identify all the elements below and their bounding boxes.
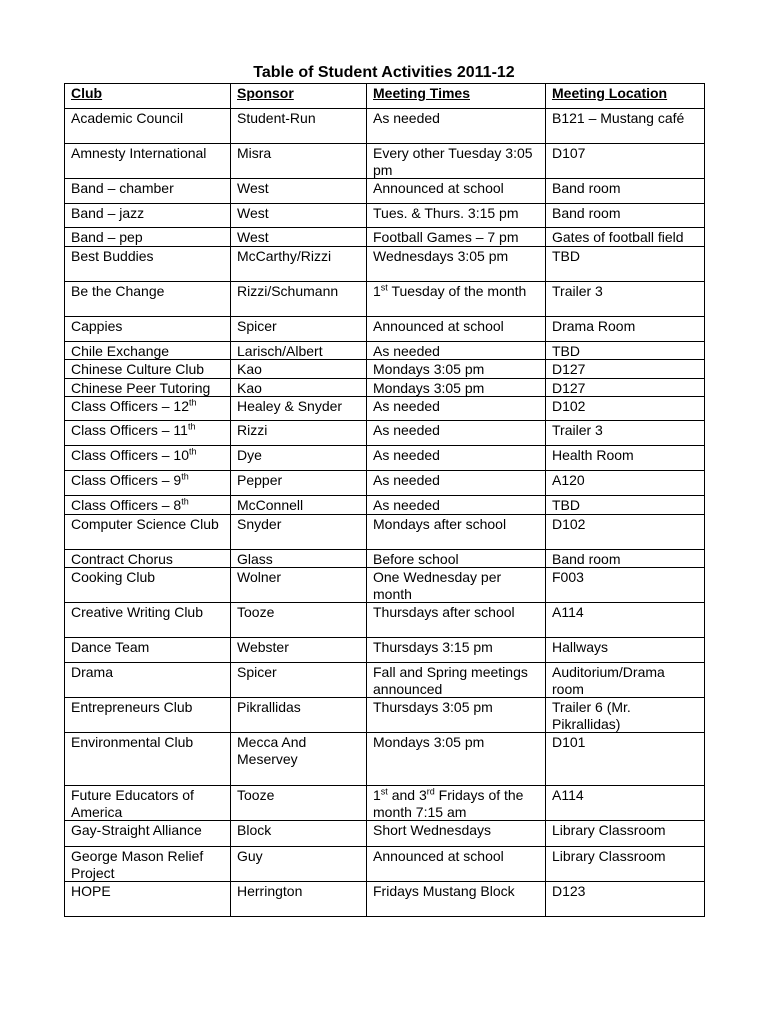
club-cell: Band – jazz	[65, 204, 231, 228]
club-cell: Gay-Straight Alliance	[65, 821, 231, 847]
table-row	[65, 179, 705, 204]
table-row	[65, 421, 705, 446]
table-row	[65, 549, 705, 568]
sponsor-cell: Glass	[231, 549, 367, 568]
table-row	[65, 882, 705, 917]
meeting-location-cell: Health Room	[546, 446, 705, 471]
meeting-times-cell: As needed	[367, 446, 546, 471]
club-cell: Future Educators of America	[65, 786, 231, 821]
club-cell: Drama	[65, 663, 231, 698]
meeting-times-cell: Announced at school	[367, 316, 546, 341]
club-cell: Class Officers – 12th	[65, 397, 231, 421]
meeting-location-cell: Gates of football field	[546, 228, 705, 247]
sponsor-cell: Kao	[231, 360, 367, 379]
table-row	[65, 316, 705, 341]
meeting-location-cell: D107	[546, 144, 705, 179]
club-cell: HOPE	[65, 882, 231, 917]
table-row	[65, 603, 705, 638]
sponsor-cell: Pepper	[231, 471, 367, 496]
meeting-location-cell: A120	[546, 471, 705, 496]
meeting-times-cell: Short Wednesdays	[367, 821, 546, 847]
meeting-times-cell: Mondays 3:05 pm	[367, 733, 546, 786]
club-cell: Band – pep	[65, 228, 231, 247]
club-cell: Chinese Peer Tutoring	[65, 378, 231, 397]
meeting-location-cell: D102	[546, 514, 705, 549]
sponsor-cell: Tooze	[231, 786, 367, 821]
meeting-location-cell: D127	[546, 360, 705, 379]
sponsor-cell: Webster	[231, 638, 367, 663]
meeting-times-cell: One Wednesday per month	[367, 568, 546, 603]
meeting-times-cell: As needed	[367, 341, 546, 360]
club-cell: Band – chamber	[65, 179, 231, 204]
club-cell: Academic Council	[65, 109, 231, 144]
table-row	[65, 397, 705, 421]
table-row	[65, 847, 705, 882]
meeting-location-cell: TBD	[546, 246, 705, 281]
meeting-location-cell: D102	[546, 397, 705, 421]
meeting-location-cell: Band room	[546, 179, 705, 204]
meeting-location-cell: B121 – Mustang café	[546, 109, 705, 144]
meeting-location-cell: Band room	[546, 204, 705, 228]
meeting-times-cell: Announced at school	[367, 847, 546, 882]
club-cell: Contract Chorus	[65, 549, 231, 568]
table-row	[65, 144, 705, 179]
club-cell: Class Officers – 11th	[65, 421, 231, 446]
table-row	[65, 496, 705, 515]
meeting-times-cell: Mondays 3:05 pm	[367, 360, 546, 379]
club-cell: Amnesty International	[65, 144, 231, 179]
meeting-times-cell: As needed	[367, 496, 546, 515]
meeting-times-cell: Football Games – 7 pm	[367, 228, 546, 247]
table-row	[65, 246, 705, 281]
table-row	[65, 341, 705, 360]
table-row	[65, 360, 705, 379]
header-row	[65, 84, 705, 109]
table-row	[65, 281, 705, 316]
table-row	[65, 568, 705, 603]
club-cell: Creative Writing Club	[65, 603, 231, 638]
table-row	[65, 228, 705, 247]
meeting-location-cell: Auditorium/Drama room	[546, 663, 705, 698]
club-cell: Computer Science Club	[65, 514, 231, 549]
header-meeting-times: Meeting Times	[367, 84, 546, 109]
sponsor-cell: Spicer	[231, 316, 367, 341]
meeting-times-cell: Thursdays after school	[367, 603, 546, 638]
table-row	[65, 663, 705, 698]
meeting-location-cell: Trailer 3	[546, 281, 705, 316]
sponsor-cell: Tooze	[231, 603, 367, 638]
meeting-times-cell: Tues. & Thurs. 3:15 pm	[367, 204, 546, 228]
table-row	[65, 698, 705, 733]
club-cell: Class Officers – 9th	[65, 471, 231, 496]
sponsor-cell: Pikrallidas	[231, 698, 367, 733]
sponsor-cell: Guy	[231, 847, 367, 882]
meeting-times-cell: 1st and 3rd Fridays of the month 7:15 am	[367, 786, 546, 821]
meeting-location-cell: D101	[546, 733, 705, 786]
meeting-times-cell: Fridays Mustang Block	[367, 882, 546, 917]
club-cell: Cooking Club	[65, 568, 231, 603]
sponsor-cell: Student-Run	[231, 109, 367, 144]
table-row	[65, 821, 705, 847]
meeting-location-cell: D127	[546, 378, 705, 397]
meeting-times-cell: As needed	[367, 471, 546, 496]
meeting-times-cell: Before school	[367, 549, 546, 568]
club-cell: Chinese Culture Club	[65, 360, 231, 379]
sponsor-cell: McCarthy/Rizzi	[231, 246, 367, 281]
meeting-times-cell: Announced at school	[367, 179, 546, 204]
table-row	[65, 109, 705, 144]
meeting-times-cell: Mondays 3:05 pm	[367, 378, 546, 397]
meeting-location-cell: Hallways	[546, 638, 705, 663]
meeting-location-cell: A114	[546, 603, 705, 638]
meeting-times-cell: Mondays after school	[367, 514, 546, 549]
table-row	[65, 638, 705, 663]
sponsor-cell: Block	[231, 821, 367, 847]
meeting-times-cell: 1st Tuesday of the month	[367, 281, 546, 316]
sponsor-cell: Kao	[231, 378, 367, 397]
meeting-times-cell: As needed	[367, 397, 546, 421]
table-row	[65, 786, 705, 821]
sponsor-cell: Mecca And Meservey	[231, 733, 367, 786]
meeting-location-cell: Trailer 3	[546, 421, 705, 446]
meeting-location-cell: Library Classroom	[546, 821, 705, 847]
table-row	[65, 514, 705, 549]
sponsor-cell: West	[231, 228, 367, 247]
activities-table	[64, 83, 705, 917]
club-cell: Dance Team	[65, 638, 231, 663]
meeting-location-cell: D123	[546, 882, 705, 917]
meeting-times-cell: Thursdays 3:15 pm	[367, 638, 546, 663]
sponsor-cell: Snyder	[231, 514, 367, 549]
table-row	[65, 733, 705, 786]
sponsor-cell: Wolner	[231, 568, 367, 603]
club-cell: Entrepreneurs Club	[65, 698, 231, 733]
meeting-location-cell: A114	[546, 786, 705, 821]
sponsor-cell: Dye	[231, 446, 367, 471]
table-row	[65, 471, 705, 496]
club-cell: Environmental Club	[65, 733, 231, 786]
table-row	[65, 378, 705, 397]
table-row	[65, 204, 705, 228]
meeting-location-cell: Drama Room	[546, 316, 705, 341]
meeting-location-cell: Library Classroom	[546, 847, 705, 882]
meeting-location-cell: F003	[546, 568, 705, 603]
header-sponsor: Sponsor	[231, 84, 367, 109]
table-row	[65, 446, 705, 471]
meeting-times-cell: Wednesdays 3:05 pm	[367, 246, 546, 281]
club-cell: Class Officers – 10th	[65, 446, 231, 471]
sponsor-cell: West	[231, 204, 367, 228]
meeting-times-cell: Fall and Spring meetings announced	[367, 663, 546, 698]
meeting-times-cell: Thursdays 3:05 pm	[367, 698, 546, 733]
meeting-location-cell: Trailer 6 (Mr. Pikrallidas)	[546, 698, 705, 733]
header-meeting-location: Meeting Location	[546, 84, 705, 109]
sponsor-cell: Misra	[231, 144, 367, 179]
sponsor-cell: McConnell	[231, 496, 367, 515]
meeting-location-cell: Band room	[546, 549, 705, 568]
meeting-location-cell: TBD	[546, 496, 705, 515]
document-title: Table of Student Activities 2011-12	[253, 64, 515, 81]
sponsor-cell: Rizzi/Schumann	[231, 281, 367, 316]
sponsor-cell: Healey & Snyder	[231, 397, 367, 421]
club-cell: Be the Change	[65, 281, 231, 316]
sponsor-cell: West	[231, 179, 367, 204]
sponsor-cell: Spicer	[231, 663, 367, 698]
meeting-times-cell: As needed	[367, 109, 546, 144]
sponsor-cell: Larisch/Albert	[231, 341, 367, 360]
club-cell: Class Officers – 8th	[65, 496, 231, 515]
club-cell: Cappies	[65, 316, 231, 341]
club-cell: Best Buddies	[65, 246, 231, 281]
club-cell: Chile Exchange	[65, 341, 231, 360]
meeting-location-cell: TBD	[546, 341, 705, 360]
club-cell: George Mason Relief Project	[65, 847, 231, 882]
meeting-times-cell: Every other Tuesday 3:05 pm	[367, 144, 546, 179]
meeting-times-cell: As needed	[367, 421, 546, 446]
header-club: Club	[65, 84, 231, 109]
sponsor-cell: Herrington	[231, 882, 367, 917]
sponsor-cell: Rizzi	[231, 421, 367, 446]
